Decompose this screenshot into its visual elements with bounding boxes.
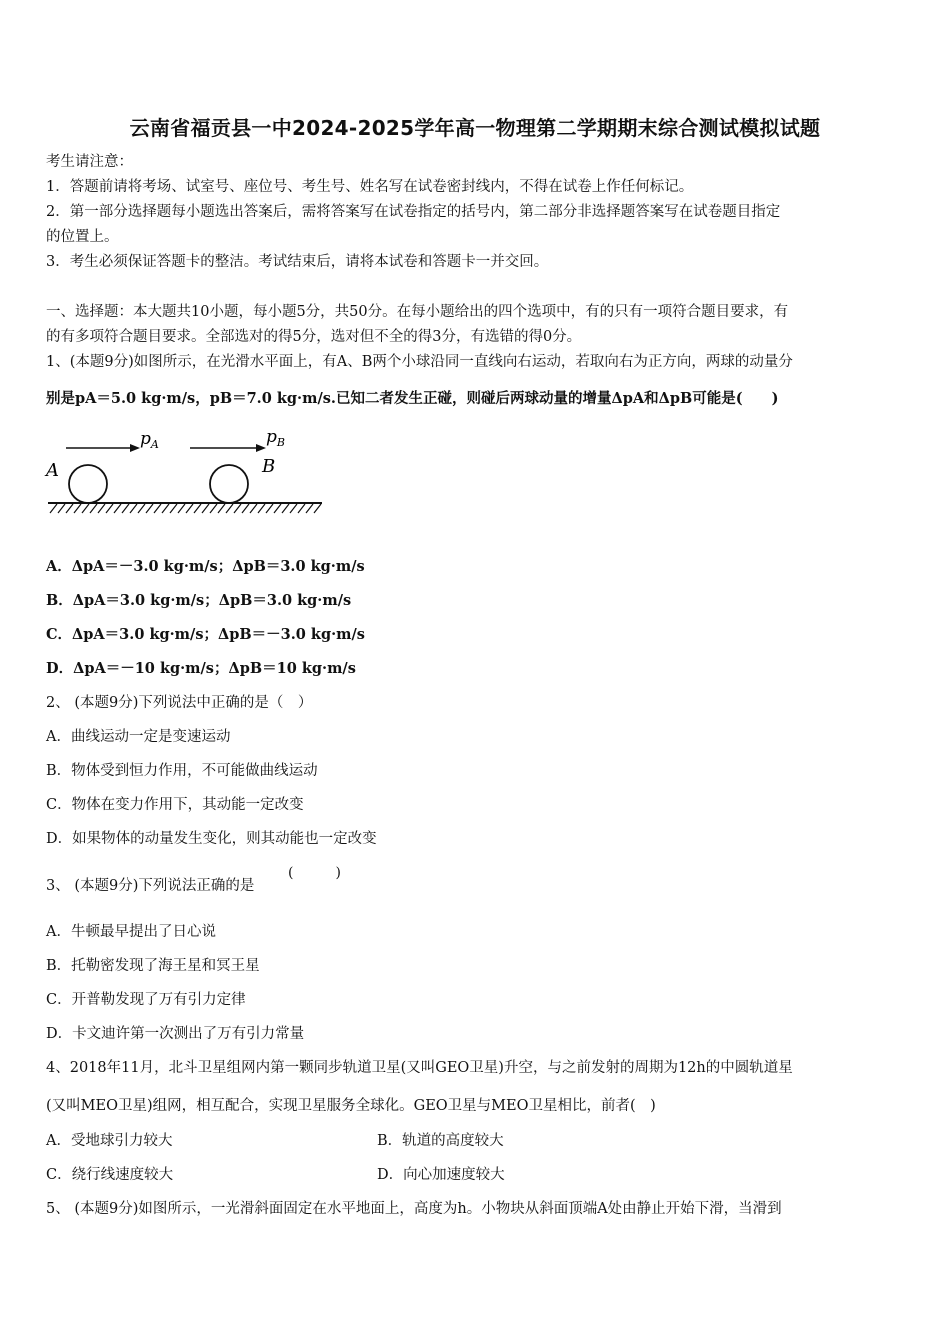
label-b: B (262, 456, 276, 477)
section-intro-1: 一、选择题：本大题共10小题，每小题5分，共50分。在每小题给出的四个选项中，有的只有一项符合题目要求，有 (46, 304, 789, 320)
label-pa: $p_A$ (140, 429, 159, 451)
q3-option-c: C．开普勒发现了万有引力定律 (46, 992, 246, 1008)
q3-option-d: D．卡文迪许第一次测出了万有引力常量 (46, 1026, 305, 1042)
q3-option-b: B．托勒密发现了海王星和冥王星 (46, 958, 260, 974)
notice-item-3: 3．考生必须保证答题卡的整洁。考试结束后，请将本试卷和答题卡一并交回。 (46, 254, 549, 270)
q4-option-c: C．绕行线速度较大 (46, 1167, 174, 1183)
q1-option-a: A．ΔpA＝－3.0 kg·m/s；ΔpB＝3.0 kg·m/s (46, 558, 365, 575)
q2-option-a: A．曲线运动一定是变速运动 (46, 729, 231, 745)
label-a: A (46, 460, 59, 481)
q2-stem: 2、 (本题9分)下列说法中正确的是（ ） (46, 695, 313, 711)
q1-option-b: B．ΔpA＝3.0 kg·m/s；ΔpB＝3.0 kg·m/s (46, 592, 352, 609)
ground-hatch (50, 504, 321, 513)
q1-stem-1: 1、(本题9分)如图所示，在光滑水平面上，有A、B两个小球沿同一直线向右运动，若取向右为正方向，两球的动量分 (46, 354, 793, 370)
notice-item-2-cont: 的位置上。 (46, 229, 119, 245)
ball-b (210, 465, 248, 503)
q5-stem-1: 5、 (本题9分)如图所示，一光滑斜面固定在水平地面上，高度为h。小物块从斜面顶端A处由静止开始下滑，当滑到 (46, 1201, 782, 1217)
q2-option-d: D．如果物体的动量发生变化，则其动能也一定改变 (46, 831, 377, 847)
q4-option-a: A．受地球引力较大 (46, 1133, 173, 1149)
notice-item-1: 1．答题前请将考场、试室号、座位号、考生号、姓名写在试卷密封线内，不得在试卷上作任何标记。 (46, 179, 694, 195)
q4-stem-1: 4、2018年11月，北斗卫星组网内第一颗同步轨道卫星(又叫GEO卫星)升空，与之前发射的周期为12h的中圆轨道星 (46, 1060, 793, 1076)
notice-heading: 考生请注意： (46, 154, 133, 170)
q3-option-a: A．牛顿最早提出了日心说 (46, 924, 216, 940)
q2-option-c: C．物体在变力作用下，其动能一定改变 (46, 797, 304, 813)
label-pb: $p_B$ (266, 427, 285, 449)
notice-item-2: 2．第一部分选择题每小题选出答案后，需将答案写在试卷指定的括号内，第二部分非选择题答案写在试卷题目指定 (46, 204, 781, 220)
q1-figure (44, 418, 329, 523)
arrow-a-head (130, 444, 140, 452)
q4-stem-2: (又叫MEO卫星)组网，相互配合，实现卫星服务全球化。GEO卫星与MEO卫星相比，前者( ) (46, 1098, 656, 1114)
section-intro-2: 的有多项符合题目要求。全部选对的得5分，选对但不全的得3分，有选错的得0分。 (46, 329, 582, 345)
q3-stem: 3、 (本题9分)下列说法正确的是 (46, 878, 255, 894)
ball-a (69, 465, 107, 503)
q4-option-d: D．向心加速度较大 (377, 1167, 505, 1183)
q2-option-b: B．物体受到恒力作用，不可能做曲线运动 (46, 763, 318, 779)
q3-answer-paren: ( ) (288, 865, 341, 881)
q4-option-b: B．轨道的高度较大 (377, 1133, 504, 1149)
q1-option-c: C．ΔpA＝3.0 kg·m/s；ΔpB＝－3.0 kg·m/s (46, 626, 365, 643)
q1-stem-2: 别是pA＝5.0 kg·m/s，pB＝7.0 kg·m/s.已知二者发生正碰，则碰后两球动量的增量ΔpA和ΔpB可能是( ) (46, 390, 779, 407)
q1-option-d: D．ΔpA＝－10 kg·m/s；ΔpB＝10 kg·m/s (46, 660, 356, 677)
page-title: 云南省福贡县一中2024-2025学年高一物理第二学期期末综合测试模拟试题 (129, 116, 821, 140)
arrow-b-head (256, 444, 266, 452)
